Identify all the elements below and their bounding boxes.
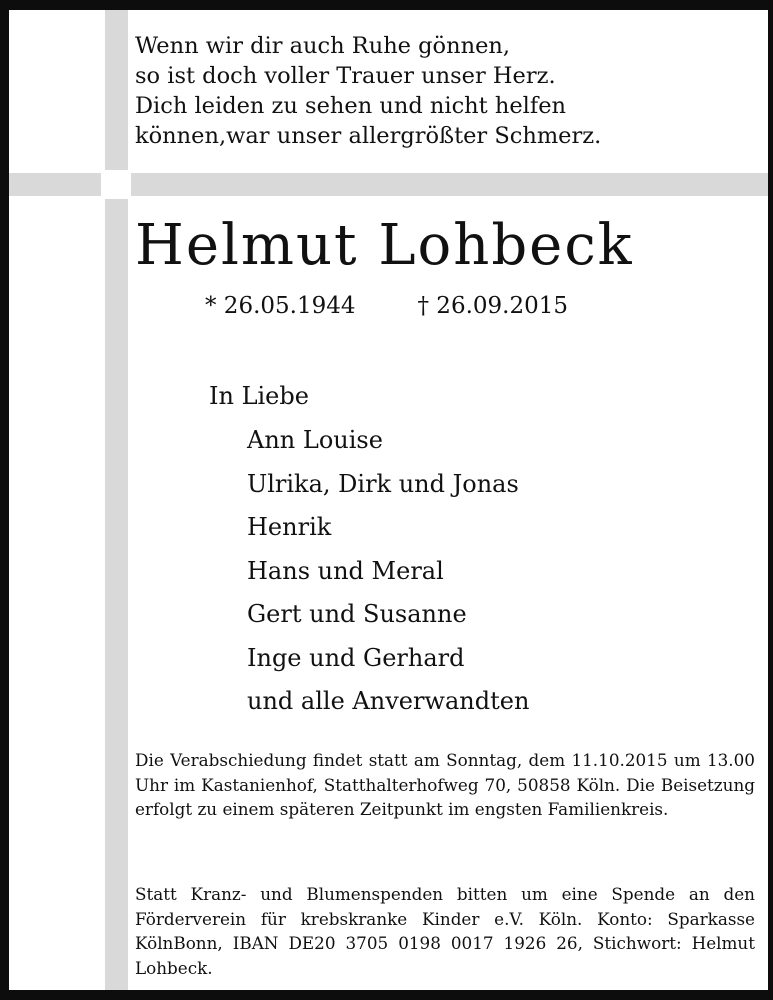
verse-line: Dich leiden zu sehen und nicht helfen (135, 93, 567, 119)
mourners-heading: In Liebe (209, 382, 309, 410)
life-dates (205, 290, 705, 322)
death-date: † 26.09.2015 (417, 293, 568, 319)
cross-horizontal-bar-right (131, 173, 771, 196)
verse-line: können,war unser allergrößter Schmerz. (135, 123, 602, 149)
mourner-name: Hans und Meral (247, 556, 444, 585)
cross-vertical-bar-top (105, 10, 128, 170)
mourner-name: Inge und Gerhard (247, 643, 465, 672)
mourner-name: Ulrika, Dirk und Jonas (247, 469, 519, 498)
mourner-name: Gert und Susanne (247, 600, 467, 628)
cross-vertical-bar-bottom (105, 199, 128, 1000)
mourner-list (209, 419, 529, 724)
birth-date: * 26.05.1944 (205, 293, 356, 319)
deceased-name: Helmut Lohbeck (135, 213, 634, 278)
verse-line: so ist doch voller Trauer unser Herz. (135, 63, 556, 89)
mourners-block (209, 378, 529, 724)
memorial-verse (135, 31, 773, 151)
verse-line: Wenn wir dir auch Ruhe gönnen, (135, 33, 511, 59)
cross-horizontal-bar-left (9, 173, 101, 196)
mourner-name: Henrik (247, 513, 332, 541)
mourner-name: Ann Louise (247, 426, 383, 454)
donation-notice: Statt Kranz- und Blumenspenden bitten um eine Spende an den Förderverein für krebskranke Kinder e.V. Köln. Konto: Sparkasse KölnBonn, IBAN DE20 3705 0198 0017 1926 26, Stichwort: Helmut Lohbeck. (135, 884, 755, 978)
service-notice: Die Verabschiedung findet statt am Sonntag, dem 11.10.2015 um 13.00 Uhr im Kastanienhof, Statthalterhofweg 70, 50858 Köln. Die Beisetzung erfolgt zu einem späteren Zeitpunkt im engsten Familienkreis. (135, 750, 755, 819)
mourner-name: und alle Anverwandten (247, 687, 530, 715)
